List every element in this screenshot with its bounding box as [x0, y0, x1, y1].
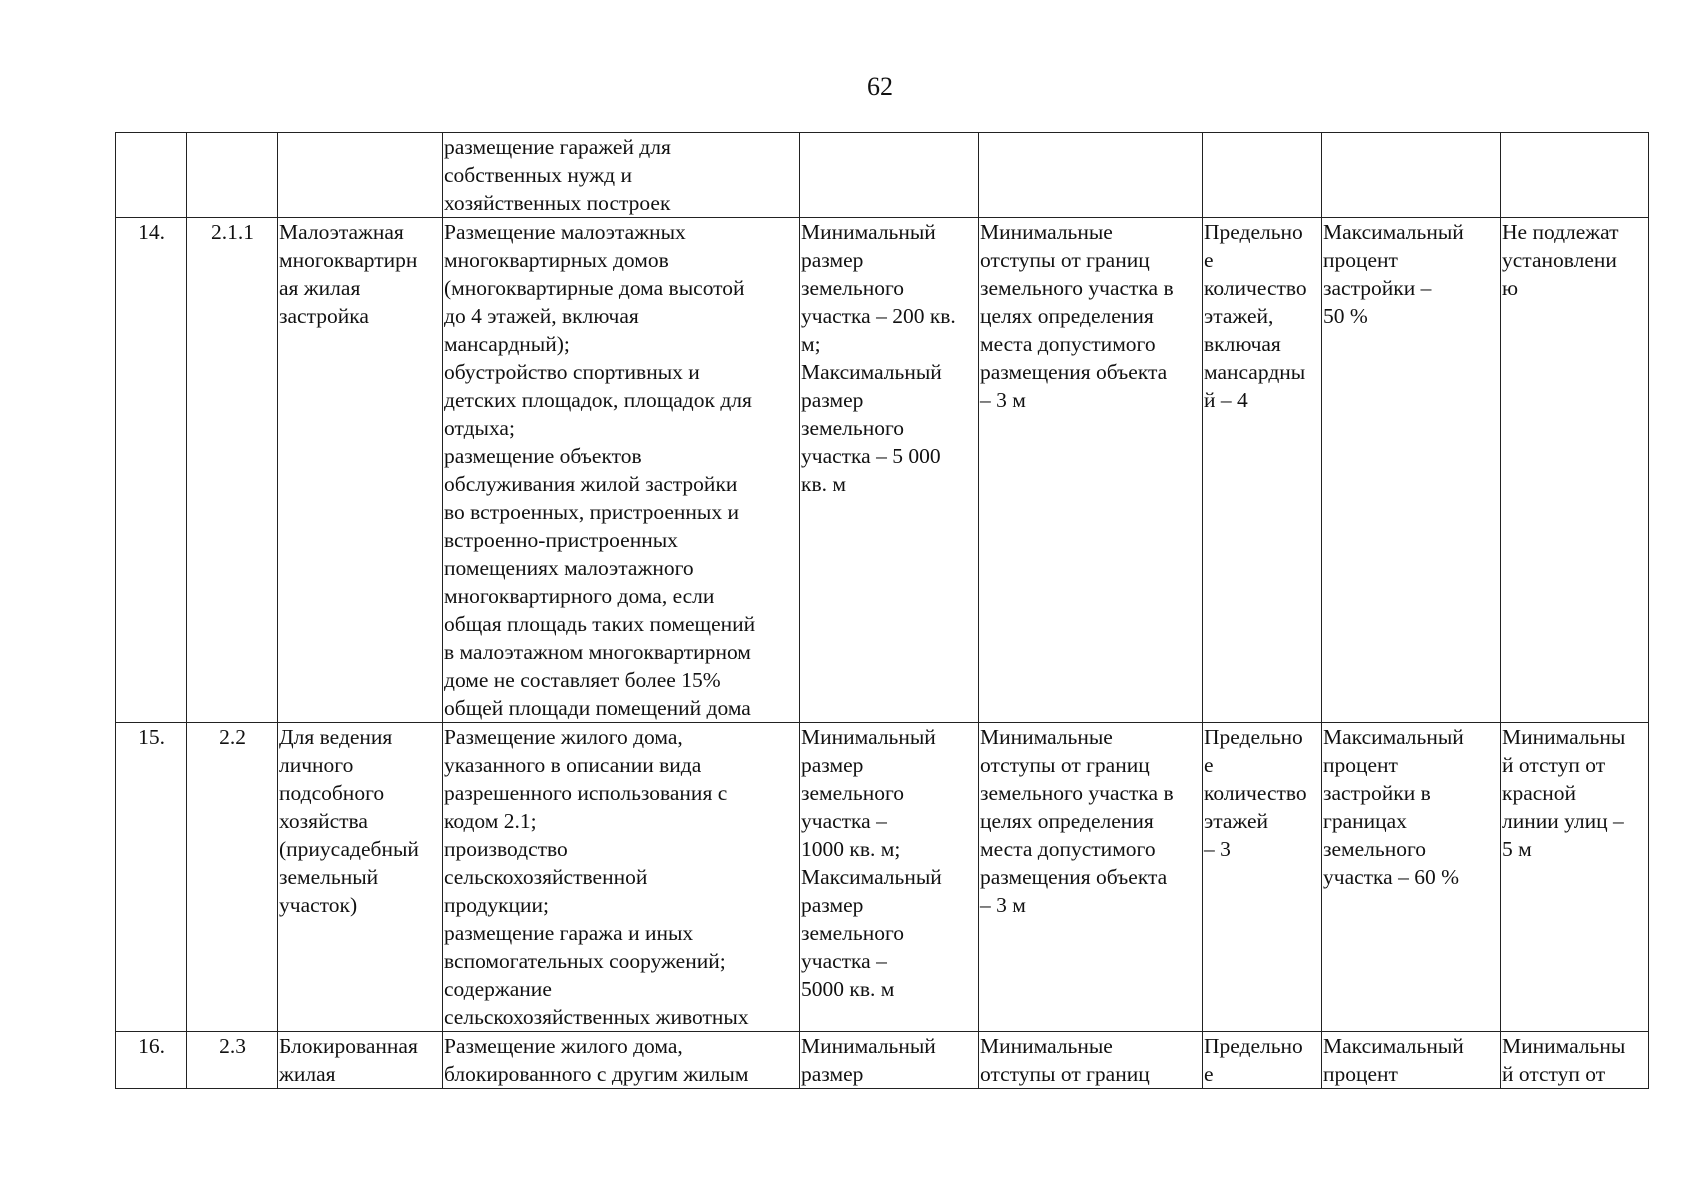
coverage	[1322, 133, 1501, 218]
floors	[1203, 133, 1322, 218]
use-name: Малоэтажная многоквартирн ая жилая застройка	[278, 218, 443, 723]
use-code: 2.2	[187, 723, 278, 1032]
setbacks: Минимальные отступы от границ земельного участка в целях определения места допустимого размещения объекта – 3 м	[979, 723, 1203, 1032]
use-description: Размещение жилого дома, блокированного с другим жилым	[443, 1032, 800, 1089]
setbacks	[979, 133, 1203, 218]
use-code: 2.1.1	[187, 218, 278, 723]
other-parameters: Минимальны й отступ от	[1501, 1032, 1649, 1089]
land-use-table	[115, 132, 1649, 1089]
floors: Предельно е	[1203, 1032, 1322, 1089]
coverage: Максимальный процент застройки в границах земельного участка – 60 %	[1322, 723, 1501, 1032]
floors: Предельно е количество этажей, включая мансардны й – 4	[1203, 218, 1322, 723]
use-description: размещение гаражей для собственных нужд и хозяйственных построек	[443, 133, 800, 218]
setbacks: Минимальные отступы от границ земельного участка в целях определения места допустимого размещения объекта – 3 м	[979, 218, 1203, 723]
other-parameters	[1501, 133, 1649, 218]
use-description: Размещение малоэтажных многоквартирных домов (многоквартирные дома высотой до 4 этажей, включая мансардный); обустройство спортивных и детских площадок, площадок для отдыха; размещение объектов обслуживания жилой застройки во встроенных, пристроенных и встроенно-пристроенных помещениях малоэтажного многоквартирного дома, если общая площадь таких помещений в малоэтажном многоквартирном доме не составляет более 15% общей площади помещений дома	[443, 218, 800, 723]
coverage: Максимальный процент застройки – 50 %	[1322, 218, 1501, 723]
use-code: 2.3	[187, 1032, 278, 1089]
table-row	[116, 723, 1649, 1032]
row-number	[116, 133, 187, 218]
use-code	[187, 133, 278, 218]
coverage: Максимальный процент	[1322, 1032, 1501, 1089]
use-description: Размещение жилого дома, указанного в описании вида разрешенного использования с кодом 2.1; производство сельскохозяйственной продукции; размещение гаража и иных вспомогательных сооружений; содержание сельскохозяйственных животных	[443, 723, 800, 1032]
setbacks: Минимальные отступы от границ	[979, 1032, 1203, 1089]
use-name: Блокированная жилая	[278, 1032, 443, 1089]
table-row	[116, 1032, 1649, 1089]
row-number: 15.	[116, 723, 187, 1032]
use-name	[278, 133, 443, 218]
page-number: 62	[867, 72, 893, 101]
row-number: 14.	[116, 218, 187, 723]
other-parameters: Минимальны й отступ от красной линии улиц – 5 м	[1501, 723, 1649, 1032]
use-name: Для ведения личного подсобного хозяйства (приусадебный земельный участок)	[278, 723, 443, 1032]
row-number: 16.	[116, 1032, 187, 1089]
other-parameters: Не подлежат установлени ю	[1501, 218, 1649, 723]
plot-size: Минимальный размер земельного участка – 200 кв. м; Максимальный размер земельного участка – 5 000 кв. м	[800, 218, 979, 723]
plot-size: Минимальный размер	[800, 1032, 979, 1089]
table-row	[116, 133, 1649, 218]
plot-size: Минимальный размер земельного участка – 1000 кв. м; Максимальный размер земельного участка – 5000 кв. м	[800, 723, 979, 1032]
table-row	[116, 218, 1649, 723]
floors: Предельно е количество этажей – 3	[1203, 723, 1322, 1032]
plot-size	[800, 133, 979, 218]
